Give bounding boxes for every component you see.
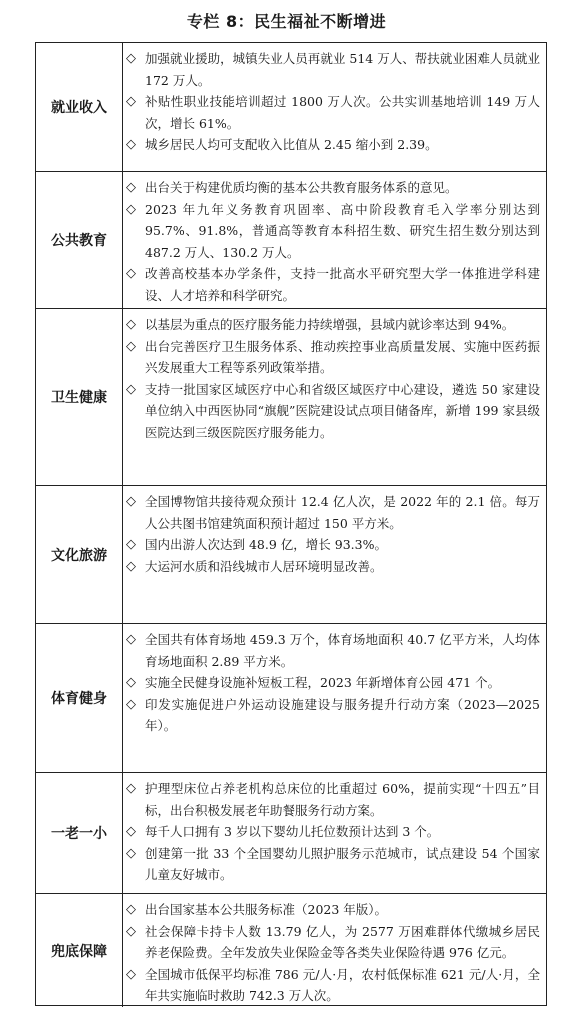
table-row: [36, 43, 546, 171]
item-text: 城乡居民人均可支配收入比值从 2.45 缩小到 2.39。: [145, 137, 438, 152]
item-text: 大运河水质和沿线城市人居环境明显改善。: [145, 558, 383, 574]
list-item: [123, 199, 540, 264]
diamond-bullet-icon: ◇: [126, 675, 136, 690]
item-list: [123, 177, 540, 306]
diamond-bullet-icon: ◇: [126, 902, 136, 917]
category-label: 一老一小: [36, 773, 123, 893]
item-text: 实施全民健身设施补短板工程，2023 年新增体育公园 471 个。: [145, 675, 501, 690]
list-item: [123, 899, 540, 921]
diamond-bullet-icon: ◇: [126, 338, 136, 354]
item-list: [123, 48, 540, 156]
item-list: [123, 899, 540, 1007]
item-text: 国内出游人次达到 48.9 亿，增长 93.3%。: [145, 537, 387, 552]
list-item: [123, 556, 540, 578]
list-item: [123, 778, 540, 821]
list-item: [123, 336, 540, 379]
table-row: [36, 171, 546, 308]
item-list: [123, 314, 540, 443]
diamond-bullet-icon: ◇: [126, 824, 136, 839]
diamond-bullet-icon: ◇: [126, 696, 136, 712]
diamond-bullet-icon: ◇: [126, 137, 136, 152]
item-text: 改善高校基本办学条件，支持一批高水平研究型大学一体推进学科建设、人才培养和科学研究。: [145, 266, 540, 303]
list-item: [123, 964, 540, 1007]
list-item: [123, 629, 540, 672]
list-item: [123, 48, 540, 91]
item-text: 以基层为重点的医疗服务能力持续增强，县域内就诊率达到 94%。: [145, 317, 515, 332]
diamond-bullet-icon: ◇: [126, 180, 136, 195]
item-text: 全国城市低保平均标准 786 元/人·月，农村低保标准 621 元/人·月，全年共实施临时救助 742.3 万人次。: [145, 966, 540, 1003]
item-list: [123, 491, 540, 577]
item-text: 印发实施促进户外运动设施建设与服务提升行动方案（2023—2025 年）。: [145, 696, 540, 733]
item-list: [123, 778, 540, 886]
item-text: 支持一批国家区域医疗中心和省级区域医疗中心建设，遴选 50 家建设单位纳入中西医协同“旗舰”医院建设试点项目储备库，新增 199 家县级医院达到三级医院医疗服务能力。: [145, 381, 540, 440]
category-label: 公共教育: [36, 172, 123, 308]
item-text: 出台完善医疗卫生服务体系、推动疾控事业高质量发展、实施中医药振兴发展重大工程等系列政策举措。: [145, 338, 540, 375]
list-item: [123, 694, 540, 737]
diamond-bullet-icon: ◇: [126, 94, 136, 109]
diamond-bullet-icon: ◇: [126, 781, 136, 796]
diamond-bullet-icon: ◇: [126, 381, 136, 397]
livelihood-table: [35, 42, 547, 1006]
diamond-bullet-icon: ◇: [126, 537, 136, 552]
list-item: [123, 263, 540, 306]
list-item: [123, 534, 540, 556]
diamond-bullet-icon: ◇: [126, 558, 136, 574]
list-item: [123, 491, 540, 534]
diamond-bullet-icon: ◇: [126, 632, 136, 647]
list-item: [123, 314, 540, 336]
list-item: [123, 177, 540, 199]
item-text: 每千人口拥有 3 岁以下婴幼儿托位数预计达到 3 个。: [145, 824, 440, 839]
item-text: 护理型床位占养老机构总床位的比重超过 60%，提前实现“十四五”目标，出台积极发展老年助餐服务行动方案。: [145, 781, 540, 818]
diamond-bullet-icon: ◇: [126, 923, 136, 939]
table-row: [36, 485, 546, 623]
table-row: [36, 308, 546, 485]
diamond-bullet-icon: ◇: [126, 966, 136, 982]
item-list: [123, 629, 540, 737]
category-label: 体育健身: [36, 624, 123, 772]
diamond-bullet-icon: ◇: [126, 266, 136, 281]
item-text: 2023 年九年义务教育巩固率、高中阶段教育毛入学率分别达到 95.7%、91.8%，普通高等教育本科招生数、研究生招生数分别达到 487.2 万人、130.2 万人。: [145, 201, 540, 260]
diamond-bullet-icon: ◇: [126, 201, 136, 217]
column-title: 专栏 8：民生福祉不断增进: [186, 12, 387, 31]
list-item: [123, 379, 540, 444]
list-item: [123, 843, 540, 886]
item-text: 创建第一批 33 个全国婴幼儿照护服务示范城市，试点建设 54 个国家儿童友好城市。: [145, 845, 540, 882]
category-label: 就业收入: [36, 43, 123, 171]
list-item: [123, 134, 540, 156]
table-row: [36, 772, 546, 893]
diamond-bullet-icon: ◇: [126, 494, 136, 509]
diamond-bullet-icon: ◇: [126, 845, 136, 861]
item-text: 出台国家基本公共服务标准（2023 年版）。: [145, 902, 388, 917]
item-text: 全国博物馆共接待观众预计 12.4 亿人次，是 2022 年的 2.1 倍。每万人公共图书馆建筑面积预计超过 150 平方米。: [145, 494, 540, 531]
item-text: 加强就业援助，城镇失业人员再就业 514 万人、帮扶就业困难人员就业 172 万人。: [145, 51, 540, 88]
item-text: 社会保障卡持卡人数 13.79 亿人，为 2577 万困难群体代缴城乡居民养老保险费。全年发放失业保险金等各类失业保险待遇 976 亿元。: [145, 923, 540, 960]
list-item: [123, 672, 540, 694]
list-item: [123, 921, 540, 964]
diamond-bullet-icon: ◇: [126, 317, 136, 332]
diamond-bullet-icon: ◇: [126, 51, 136, 66]
list-item: [123, 821, 540, 843]
item-text: 全国共有体育场地 459.3 万个，体育场地面积 40.7 亿平方米，人均体育场地面积 2.89 平方米。: [145, 632, 540, 669]
list-item: [123, 91, 540, 134]
item-text: 补贴性职业技能培训超过 1800 万人次。公共实训基地培训 149 万人次，增长 61%。: [145, 94, 540, 131]
category-label: 兜底保障: [36, 894, 123, 1007]
category-label: 卫生健康: [36, 309, 123, 485]
item-text: 出台关于构建优质均衡的基本公共教育服务体系的意见。: [145, 180, 458, 195]
table-row: [36, 893, 546, 1007]
table-row: [36, 623, 546, 772]
category-label: 文化旅游: [36, 486, 123, 623]
